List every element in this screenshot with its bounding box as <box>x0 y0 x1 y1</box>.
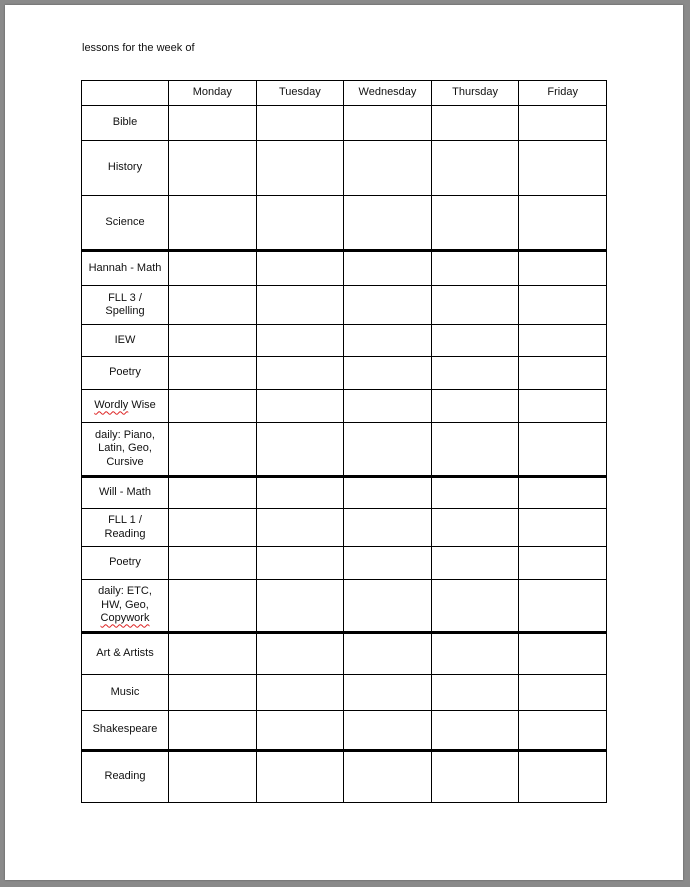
lesson-cell[interactable] <box>431 325 519 357</box>
lesson-cell[interactable] <box>169 390 257 423</box>
table-row <box>82 357 607 390</box>
lesson-cell[interactable] <box>519 196 607 251</box>
lesson-cell[interactable] <box>519 106 607 141</box>
lesson-cell[interactable] <box>256 633 344 675</box>
lesson-cell[interactable] <box>519 286 607 325</box>
lesson-cell[interactable] <box>344 423 432 477</box>
subject-label-text: daily: ETC, HW, Geo, <box>98 585 152 611</box>
lesson-cell[interactable] <box>344 675 432 711</box>
lesson-cell[interactable] <box>519 325 607 357</box>
lesson-cell[interactable] <box>256 106 344 141</box>
subject-label-science[interactable]: Science <box>82 196 169 251</box>
lesson-cell[interactable] <box>344 711 432 751</box>
lesson-cell[interactable] <box>431 580 519 633</box>
lesson-cell[interactable] <box>169 711 257 751</box>
subject-label-iew[interactable]: IEW <box>82 325 169 357</box>
subject-label-shakespeare[interactable]: Shakespeare <box>82 711 169 751</box>
table-row <box>82 547 607 580</box>
lesson-cell[interactable] <box>344 251 432 286</box>
corner-cell[interactable] <box>82 81 169 106</box>
subject-label-daily-will[interactable] <box>82 580 169 633</box>
lesson-cell[interactable] <box>344 325 432 357</box>
subject-label-history[interactable]: History <box>82 141 169 196</box>
day-header-thursday[interactable]: Thursday <box>431 81 519 106</box>
table-row <box>82 711 607 751</box>
lesson-plan-table <box>81 80 607 803</box>
lesson-cell[interactable] <box>169 580 257 633</box>
table-row <box>82 751 607 803</box>
lesson-cell[interactable] <box>519 675 607 711</box>
lesson-cell[interactable] <box>256 675 344 711</box>
lesson-cell[interactable] <box>519 711 607 751</box>
lesson-cell[interactable] <box>256 751 344 803</box>
subject-label-bible[interactable]: Bible <box>82 106 169 141</box>
lesson-cell[interactable] <box>169 633 257 675</box>
table-row <box>82 251 607 286</box>
day-header-monday[interactable]: Monday <box>169 81 257 106</box>
subject-label-poetry-will[interactable]: Poetry <box>82 547 169 580</box>
lesson-cell[interactable] <box>431 633 519 675</box>
day-header-friday[interactable]: Friday <box>519 81 607 106</box>
lesson-cell[interactable] <box>431 357 519 390</box>
lesson-cell[interactable] <box>431 423 519 477</box>
lesson-cell[interactable] <box>431 106 519 141</box>
lesson-cell[interactable] <box>169 751 257 803</box>
lesson-cell[interactable] <box>519 477 607 509</box>
lesson-cell[interactable] <box>519 509 607 547</box>
lesson-cell[interactable] <box>431 711 519 751</box>
lesson-cell[interactable] <box>169 675 257 711</box>
lesson-cell[interactable] <box>431 509 519 547</box>
lesson-cell[interactable] <box>256 141 344 196</box>
lesson-cell[interactable] <box>431 390 519 423</box>
lesson-cell[interactable] <box>169 325 257 357</box>
lesson-cell[interactable] <box>256 509 344 547</box>
table-row <box>82 675 607 711</box>
lesson-cell[interactable] <box>519 390 607 423</box>
lesson-cell[interactable] <box>169 196 257 251</box>
lesson-cell[interactable] <box>431 547 519 580</box>
lesson-cell[interactable] <box>256 251 344 286</box>
lesson-cell[interactable] <box>519 633 607 675</box>
subject-label-will-math[interactable]: Will - Math <box>82 477 169 509</box>
lesson-cell[interactable] <box>519 251 607 286</box>
lesson-cell[interactable] <box>256 423 344 477</box>
subject-label-reading[interactable]: Reading <box>82 751 169 803</box>
lesson-cell[interactable] <box>519 751 607 803</box>
table-row <box>82 633 607 675</box>
subject-label-music[interactable]: Music <box>82 675 169 711</box>
lesson-cell[interactable] <box>344 390 432 423</box>
lesson-cell[interactable] <box>431 751 519 803</box>
table-row <box>82 196 607 251</box>
subject-label-fll3-spelling[interactable]: FLL 3 / Spelling <box>82 286 169 325</box>
table-row <box>82 477 607 509</box>
lesson-cell[interactable] <box>256 580 344 633</box>
lesson-cell[interactable] <box>519 580 607 633</box>
subject-label-poetry-hannah[interactable]: Poetry <box>82 357 169 390</box>
subject-label-hannah-math[interactable]: Hannah - Math <box>82 251 169 286</box>
lesson-cell[interactable] <box>256 711 344 751</box>
lesson-cell[interactable] <box>169 509 257 547</box>
lesson-cell[interactable] <box>344 547 432 580</box>
lesson-cell[interactable] <box>169 547 257 580</box>
lesson-cell[interactable] <box>344 196 432 251</box>
subject-label-text: Wise <box>128 399 156 412</box>
lesson-cell[interactable] <box>169 423 257 477</box>
spellcheck-word: Copywork <box>100 612 150 625</box>
table-row <box>82 509 607 547</box>
lesson-cell[interactable] <box>344 751 432 803</box>
day-header-wednesday[interactable]: Wednesday <box>344 81 432 106</box>
lesson-cell[interactable] <box>344 509 432 547</box>
lesson-cell[interactable] <box>344 477 432 509</box>
lesson-cell[interactable] <box>169 357 257 390</box>
lesson-cell[interactable] <box>344 580 432 633</box>
page-title: lessons for the week of <box>82 42 195 54</box>
subject-label-daily-hannah[interactable]: daily: Piano, Latin, Geo, Cursive <box>82 423 169 477</box>
lesson-cell[interactable] <box>169 477 257 509</box>
lesson-cell[interactable] <box>256 325 344 357</box>
lesson-cell[interactable] <box>344 357 432 390</box>
table-row <box>82 286 607 325</box>
subject-label-fll1-reading[interactable]: FLL 1 / Reading <box>82 509 169 547</box>
table-row <box>82 390 607 423</box>
day-header-tuesday[interactable]: Tuesday <box>256 81 344 106</box>
lesson-cell[interactable] <box>519 141 607 196</box>
document-page <box>5 5 683 880</box>
lesson-cell[interactable] <box>256 547 344 580</box>
lesson-cell[interactable] <box>431 675 519 711</box>
lesson-cell[interactable] <box>169 251 257 286</box>
lesson-cell[interactable] <box>344 286 432 325</box>
spellcheck-word: Wordly <box>94 399 129 412</box>
table-row <box>82 141 607 196</box>
lesson-cell[interactable] <box>169 141 257 196</box>
lesson-cell[interactable] <box>169 106 257 141</box>
lesson-cell[interactable] <box>431 477 519 509</box>
table-row <box>82 325 607 357</box>
lesson-cell[interactable] <box>519 423 607 477</box>
subject-label-art-artists[interactable]: Art & Artists <box>82 633 169 675</box>
lesson-cell[interactable] <box>431 141 519 196</box>
lesson-cell[interactable] <box>344 141 432 196</box>
lesson-cell[interactable] <box>431 251 519 286</box>
table-row <box>82 106 607 141</box>
subject-label-wordly-wise[interactable] <box>82 390 169 423</box>
lesson-cell[interactable] <box>169 286 257 325</box>
lesson-cell[interactable] <box>519 357 607 390</box>
lesson-cell[interactable] <box>256 196 344 251</box>
table-row <box>82 580 607 633</box>
table-row <box>82 423 607 477</box>
lesson-cell[interactable] <box>256 477 344 509</box>
lesson-cell[interactable] <box>256 357 344 390</box>
lesson-cell[interactable] <box>344 633 432 675</box>
lesson-cell[interactable] <box>431 286 519 325</box>
header-row <box>82 81 607 106</box>
lesson-cell[interactable] <box>256 390 344 423</box>
lesson-cell[interactable] <box>519 547 607 580</box>
lesson-cell[interactable] <box>344 106 432 141</box>
lesson-cell[interactable] <box>256 286 344 325</box>
lesson-cell[interactable] <box>431 196 519 251</box>
